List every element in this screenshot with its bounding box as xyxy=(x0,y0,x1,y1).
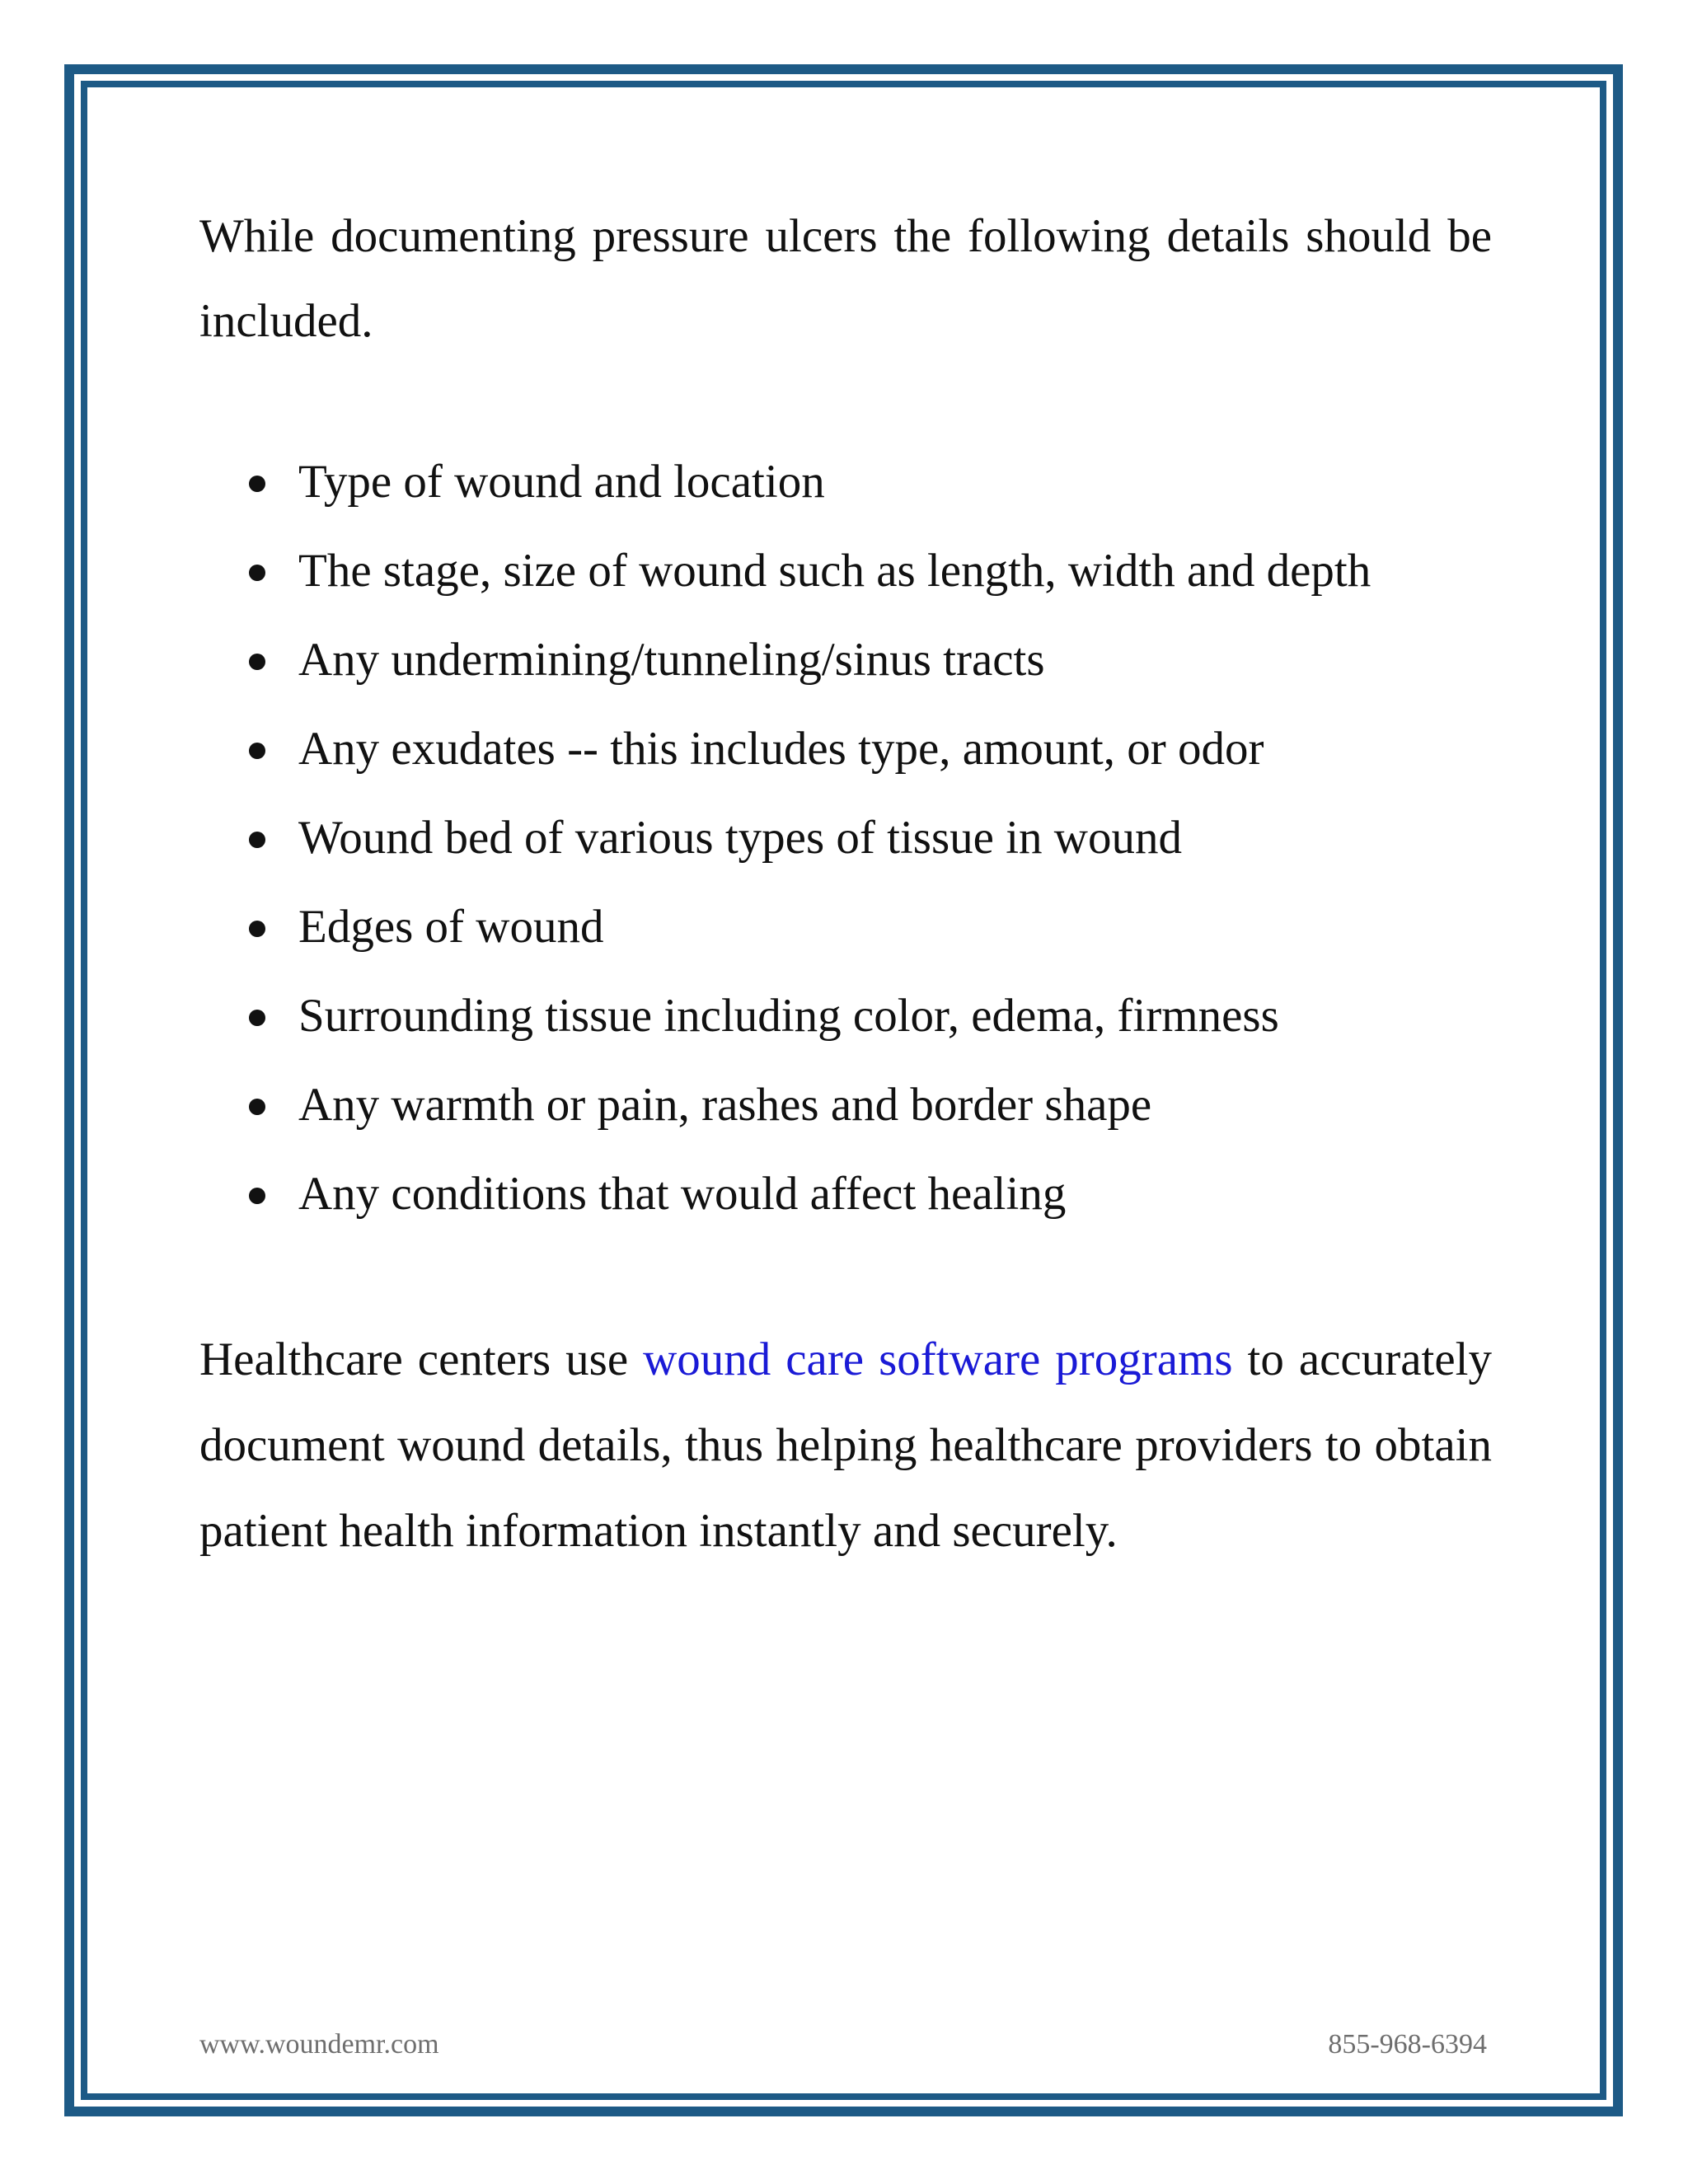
list-item xyxy=(199,1061,1492,1150)
list-item-text: Wound bed of various types of tissue in wound xyxy=(298,812,1182,864)
list-item-text: Any warmth or pain, rashes and border shape xyxy=(298,1079,1152,1131)
footer-website: www.woundemr.com xyxy=(199,2029,439,2060)
bullet-icon xyxy=(249,1188,265,1204)
list-item-text: Any exudates -- this includes type, amount, or odor xyxy=(298,723,1264,775)
list-item xyxy=(199,794,1492,883)
bullet-icon xyxy=(249,654,265,670)
bullet-icon xyxy=(249,743,265,759)
footer-phone: 855-968-6394 xyxy=(1328,2029,1487,2060)
bullet-icon xyxy=(249,476,265,492)
wound-care-software-link[interactable]: wound care software programs xyxy=(643,1333,1233,1385)
bullet-icon xyxy=(249,921,265,937)
list-item-text: The stage, size of wound such as length, width and depth xyxy=(298,545,1372,597)
bullet-icon xyxy=(249,832,265,848)
list-item-text: Any conditions that would affect healing xyxy=(298,1168,1067,1220)
list-item-text: Edges of wound xyxy=(298,901,604,953)
list-item-text: Any undermining/tunneling/sinus tracts xyxy=(298,634,1045,686)
closing-text-after: to accurately document wound details, thus helping healthcare providers to obtain patient health information instantly and securely. xyxy=(199,1333,1492,1557)
list-item xyxy=(199,438,1492,527)
list-item xyxy=(199,527,1492,616)
list-item xyxy=(199,972,1492,1061)
list-item xyxy=(199,1150,1492,1239)
bullet-icon xyxy=(249,565,265,581)
page-content xyxy=(199,194,1492,1574)
closing-text-before: Healthcare centers use xyxy=(199,1333,644,1385)
details-list xyxy=(199,438,1492,1239)
list-item xyxy=(199,883,1492,972)
page-footer xyxy=(199,2029,1487,2060)
intro-paragraph: While documenting pressure ulcers the following details should be included. xyxy=(199,210,1492,347)
list-item-text: Surrounding tissue including color, edema, firmness xyxy=(298,990,1279,1042)
bullet-icon xyxy=(249,1099,265,1115)
list-item-text: Type of wound and location xyxy=(298,456,825,508)
closing-paragraph xyxy=(199,1317,1492,1574)
bullet-icon xyxy=(249,1010,265,1026)
list-item xyxy=(199,705,1492,794)
list-item xyxy=(199,616,1492,705)
